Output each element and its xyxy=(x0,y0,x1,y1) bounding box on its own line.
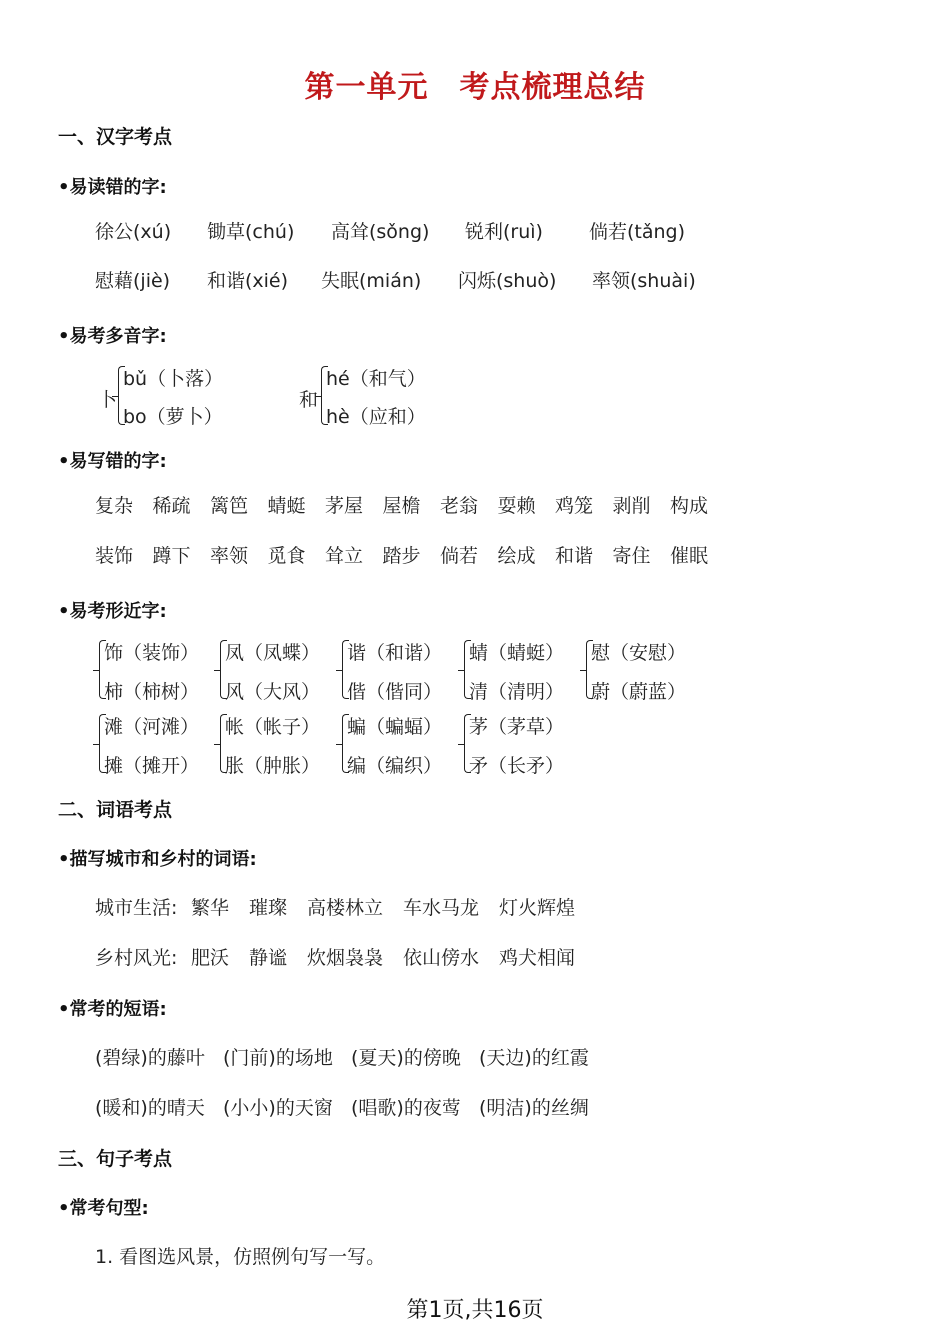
polyphonic-head: 和 xyxy=(299,389,319,411)
phrase-item: (碧绿)的藤叶 xyxy=(95,1047,205,1069)
similar-char: 柿（柿树） xyxy=(104,681,200,703)
row-label: 城市生活: xyxy=(95,897,178,919)
exercise-item: 1. 看图选风景，仿照例句写一写。 xyxy=(95,1246,386,1268)
word-item: 装饰 xyxy=(95,545,134,567)
word-item: 茅屋 xyxy=(325,495,364,517)
word-item: 鸡笼 xyxy=(555,495,594,517)
similar-char: 蜻（蜻蜓） xyxy=(469,642,565,664)
word-item: 繁华 xyxy=(191,897,230,919)
subheading-phrases: •常考的短语: xyxy=(58,999,167,1020)
miswritten-row-1 xyxy=(95,491,708,518)
similar-char: 蔚（蔚蓝） xyxy=(591,681,687,703)
misread-row-2 xyxy=(95,266,696,293)
phrase-item: (唱歌)的夜莺 xyxy=(351,1097,461,1119)
word-item: 高耸(sǒng) xyxy=(331,221,430,243)
word-item: 闪烁(shuò) xyxy=(458,270,557,292)
similar-char: 滩（河滩） xyxy=(104,716,200,738)
phrase-item: (小小)的天窗 xyxy=(223,1097,333,1119)
similar-char: 茅（茅草） xyxy=(469,716,565,738)
word-item: 觅食 xyxy=(267,545,306,567)
word-item: 寄住 xyxy=(612,545,651,567)
subheading-sentence-patterns: •常考句型: xyxy=(58,1198,149,1219)
phrase-item: (门前)的场地 xyxy=(223,1047,333,1069)
subheading-miswritten: •易写错的字: xyxy=(58,451,167,472)
word-item: 剥削 xyxy=(612,495,651,517)
word-item: 率领(shuài) xyxy=(592,270,696,292)
polyphonic-reading: bo（萝卜） xyxy=(123,406,223,428)
word-item: 倘若 xyxy=(440,545,479,567)
word-item: 依山傍水 xyxy=(403,947,480,969)
word-item: 灯火辉煌 xyxy=(499,897,576,919)
similar-char: 偕（偕同） xyxy=(347,681,443,703)
similar-char: 矛（长矛） xyxy=(469,755,565,777)
phrases-row-2 xyxy=(95,1093,589,1120)
phrase-item: (暖和)的晴天 xyxy=(95,1097,205,1119)
word-item: 慰藉(jiè) xyxy=(95,270,171,292)
section-heading-sentences: 三、句子考点 xyxy=(58,1148,173,1170)
word-item: 复杂 xyxy=(95,495,134,517)
subheading-misread-chars: •易读错的字: xyxy=(58,177,167,198)
word-item: 炊烟袅袅 xyxy=(307,947,384,969)
word-item: 老翁 xyxy=(440,495,479,517)
word-item: 高楼林立 xyxy=(307,897,384,919)
word-item: 肥沃 xyxy=(191,947,230,969)
subheading-city-village: •描写城市和乡村的词语: xyxy=(58,849,257,870)
word-item: 鸡犬相闻 xyxy=(499,947,576,969)
page-number: 第1页,共16页 xyxy=(406,1298,544,1323)
word-item: 催眠 xyxy=(670,545,709,567)
word-item: 和谐(xié) xyxy=(207,270,289,292)
phrase-item: (天边)的红霞 xyxy=(479,1047,589,1069)
similar-char: 慰（安慰） xyxy=(591,642,687,664)
word-item: 率领 xyxy=(210,545,249,567)
subheading-polyphonic: •易考多音字: xyxy=(58,326,167,347)
similar-char: 风（大风） xyxy=(225,681,321,703)
section-heading-words: 二、词语考点 xyxy=(58,799,173,821)
subheading-similar-chars: •易考形近字: xyxy=(58,601,167,622)
similar-char: 谐（和谐） xyxy=(347,642,443,664)
phrase-item: (夏天)的傍晚 xyxy=(351,1047,461,1069)
phrase-item: (明洁)的丝绸 xyxy=(479,1097,589,1119)
polyphonic-reading: hé（和气） xyxy=(326,368,426,390)
word-item: 倘若(tǎng) xyxy=(589,221,686,243)
word-item: 锄草(chú) xyxy=(207,221,295,243)
similar-char: 蝙（蝙蝠） xyxy=(347,716,443,738)
misread-row-1 xyxy=(95,217,685,244)
polyphonic-reading: hè（应和） xyxy=(326,406,426,428)
similar-char: 摊（摊开） xyxy=(104,755,200,777)
word-item: 和谐 xyxy=(555,545,594,567)
phrases-row-1 xyxy=(95,1043,589,1070)
word-item: 踏步 xyxy=(382,545,421,567)
word-item: 锐利(ruì) xyxy=(465,221,543,243)
polyphonic-head: 卜 xyxy=(98,389,118,411)
word-item: 静谧 xyxy=(249,947,288,969)
word-item: 璀璨 xyxy=(249,897,288,919)
word-item: 车水马龙 xyxy=(403,897,480,919)
similar-char: 编（编织） xyxy=(347,755,443,777)
city-words-row xyxy=(95,893,575,920)
section-heading-characters: 一、汉字考点 xyxy=(58,126,173,148)
similar-char: 胀（肿胀） xyxy=(225,755,321,777)
word-item: 耍赖 xyxy=(497,495,536,517)
word-item: 耸立 xyxy=(325,545,364,567)
similar-char: 凤（凤蝶） xyxy=(225,642,321,664)
word-item: 蜻蜓 xyxy=(267,495,306,517)
word-item: 稀疏 xyxy=(152,495,191,517)
word-item: 构成 xyxy=(670,495,709,517)
similar-char: 饰（装饰） xyxy=(104,642,200,664)
word-item: 绘成 xyxy=(497,545,536,567)
polyphonic-reading: bǔ（卜落） xyxy=(123,368,224,390)
word-item: 失眠(mián) xyxy=(321,270,422,292)
village-words-row xyxy=(95,943,575,970)
word-item: 蹲下 xyxy=(152,545,191,567)
word-item: 屋檐 xyxy=(382,495,421,517)
similar-char: 帐（帐子） xyxy=(225,716,321,738)
miswritten-row-2 xyxy=(95,541,708,568)
row-label: 乡村风光: xyxy=(95,947,178,969)
word-item: 徐公(xú) xyxy=(95,221,172,243)
similar-char: 清（清明） xyxy=(469,681,565,703)
word-item: 篱笆 xyxy=(210,495,249,517)
page-title: 第一单元 考点梳理总结 xyxy=(304,70,646,105)
